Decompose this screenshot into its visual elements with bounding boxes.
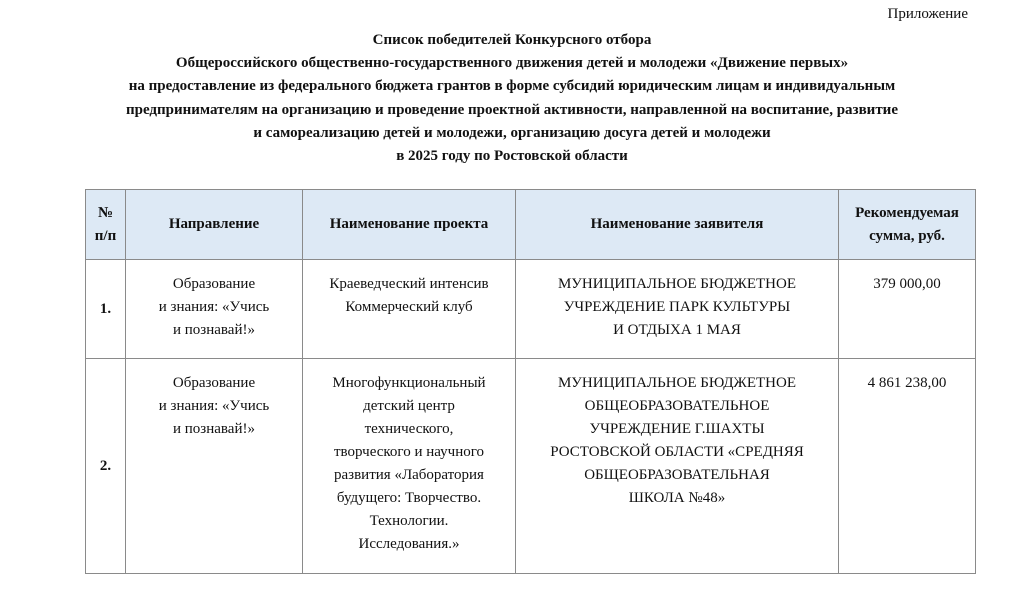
winners-table bbox=[85, 189, 976, 574]
table-row bbox=[86, 260, 976, 359]
row-project: Многофункциональный детский центр технического, творческого и научного развития «Лаборатория будущего: Творчество. Технологии. Исследования.» bbox=[303, 359, 516, 574]
header-project: Наименование проекта bbox=[303, 190, 516, 260]
row-number: 1. bbox=[86, 260, 126, 359]
header-amount: Рекомендуемая сумма, руб. bbox=[839, 190, 976, 260]
row-project: Краеведческий интенсив Коммерческий клуб bbox=[303, 260, 516, 359]
row-direction: Образование и знания: «Учись и познавай!» bbox=[126, 359, 303, 574]
table-header-row bbox=[86, 190, 976, 260]
header-applicant: Наименование заявителя bbox=[516, 190, 839, 260]
row-amount: 4 861 238,00 bbox=[839, 359, 976, 574]
table-row bbox=[86, 359, 976, 574]
document-title: Список победителей Конкурсного отбора Общероссийского общественно-государственного движения детей и молодежи «Движение первых» на предоставление из федерального бюджета грантов в форме субсидий юридическим лицам и индивидуальным предпринимателям на организацию и проведение проектной активности, направленной на воспитание, развитие и самореализацию детей и молодежи, организацию досуга детей и молодежи в 2025 году по Ростовской области bbox=[125, 32, 898, 165]
appendix-label: Приложение bbox=[887, 6, 968, 22]
row-applicant: МУНИЦИПАЛЬНОЕ БЮДЖЕТНОЕ ОБЩЕОБРАЗОВАТЕЛЬНОЕ УЧРЕЖДЕНИЕ Г.ШАХТЫ РОСТОВСКОЙ ОБЛАСТИ «СРЕДНЯЯ ОБЩЕОБРАЗОВАТЕЛЬНАЯ ШКОЛА №48» bbox=[516, 359, 839, 574]
header-direction: Направление bbox=[126, 190, 303, 260]
header-number: № п/п bbox=[86, 190, 126, 260]
row-number: 2. bbox=[86, 359, 126, 574]
row-applicant: МУНИЦИПАЛЬНОЕ БЮДЖЕТНОЕ УЧРЕЖДЕНИЕ ПАРК КУЛЬТУРЫ И ОТДЫХА 1 МАЯ bbox=[516, 260, 839, 359]
row-amount: 379 000,00 bbox=[839, 260, 976, 359]
row-direction: Образование и знания: «Учись и познавай!» bbox=[126, 260, 303, 359]
